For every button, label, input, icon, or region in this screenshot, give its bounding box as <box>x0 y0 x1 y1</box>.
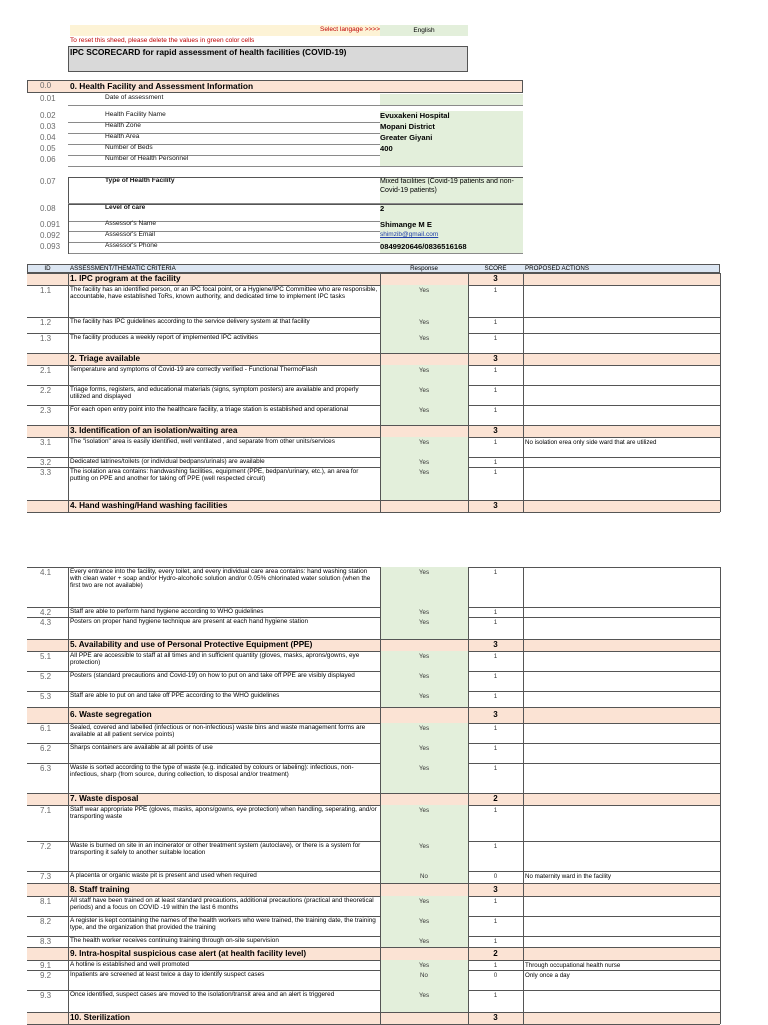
page-title: IPC SCORECARD for rapid assessment of health facilities (COVID-19) <box>70 47 347 57</box>
item-score: 1 <box>493 693 498 700</box>
item-response[interactable]: Yes <box>380 651 468 671</box>
item-score: 1 <box>493 898 498 905</box>
section-score: 3 <box>493 1013 498 1022</box>
item-response[interactable]: Yes <box>380 365 468 385</box>
item-criteria: Sharps containers are available at all points of use <box>70 744 213 751</box>
section-score: 2 <box>493 949 498 958</box>
info-row-label: Assessor's Phone <box>105 242 158 249</box>
header-id: ID <box>44 265 51 272</box>
item-response[interactable]: Yes <box>380 333 468 353</box>
section-score: 3 <box>493 354 498 363</box>
item-id: 7.2 <box>40 842 52 851</box>
item-id: 7.3 <box>40 872 52 881</box>
section-score: 3 <box>493 501 498 510</box>
item-response[interactable]: Yes <box>380 936 468 947</box>
section-score: 3 <box>493 710 498 719</box>
info-row-value[interactable]: Mopani District <box>380 122 523 133</box>
item-score: 1 <box>493 653 498 660</box>
table-column-border <box>68 273 69 512</box>
item-criteria: Once identified, suspect cases are moved to the isolation/transit area and an alert is triggered <box>70 991 335 998</box>
item-response[interactable]: Yes <box>380 805 468 841</box>
item-score: 1 <box>493 335 498 342</box>
item-score: 1 <box>493 619 498 626</box>
item-criteria: Inpatients are screened at least twice a day to identify suspect cases <box>70 971 265 978</box>
info-row-value[interactable]: 400 <box>380 144 523 155</box>
item-response[interactable]: Yes <box>380 437 468 457</box>
item-criteria: Every entrance into the facility, every toilet, and every individual care area contains: hand washing station with clean water + soap and/or Hydro-alcoholic solution and/or 0.05% chlorinated water solution (when the first two are not available) <box>70 568 371 590</box>
info-row-id: 0.01 <box>40 94 56 103</box>
info-row-id: 0.03 <box>40 122 56 131</box>
item-score: 1 <box>493 609 498 616</box>
info-row-value[interactable]: shimzib@gmail.com <box>380 231 523 242</box>
item-score: 0 <box>493 972 498 979</box>
item-score: 1 <box>493 459 498 466</box>
item-id: 3.1 <box>40 438 52 447</box>
item-response[interactable]: Yes <box>380 763 468 793</box>
item-response[interactable]: Yes <box>380 285 468 317</box>
table-column-border <box>468 567 469 1024</box>
info-row-label: Health Area <box>105 133 140 140</box>
info-row-value[interactable] <box>380 155 523 166</box>
item-criteria: For each open entry point into the healthcare facility, a triage station is established and operational <box>70 406 349 413</box>
item-score: 1 <box>493 918 498 925</box>
item-response[interactable]: Yes <box>380 317 468 333</box>
info-row-id: 0.04 <box>40 133 56 142</box>
item-response[interactable]: Yes <box>380 743 468 763</box>
section-title: 7. Waste disposal <box>70 794 139 803</box>
item-id: 9.1 <box>40 961 52 970</box>
item-id: 3.2 <box>40 458 52 467</box>
item-response[interactable]: Yes <box>380 567 468 607</box>
item-id: 4.2 <box>40 608 52 617</box>
header-response: Response <box>410 265 438 272</box>
item-criteria: Temperature and symptoms of Covid-19 are correctly verified - Functional ThermoFlash <box>70 366 318 373</box>
info-row-divider <box>68 105 523 106</box>
table-column-border <box>68 567 69 1024</box>
info-row-divider <box>68 166 523 167</box>
item-id: 2.2 <box>40 386 52 395</box>
item-score: 1 <box>493 962 498 969</box>
language-select[interactable]: English <box>380 25 468 36</box>
item-response[interactable]: Yes <box>380 457 468 467</box>
info-row-value[interactable]: Mixed facilities (Covid-19 patients and non-Covid-19 patients) <box>380 177 523 203</box>
info-row-label: Assessor's Name <box>105 220 157 227</box>
info-row-id: 0.093 <box>40 242 61 251</box>
info-row-label: Level of care <box>105 204 146 211</box>
item-id: 2.3 <box>40 406 52 415</box>
table-column-border <box>523 273 524 512</box>
item-action[interactable]: No maternity ward in the facility <box>525 873 611 880</box>
item-id: 5.1 <box>40 652 52 661</box>
info-row-id: 0.07 <box>40 177 56 186</box>
item-score: 1 <box>493 843 498 850</box>
table-column-border <box>468 273 469 512</box>
section-title: 5. Availability and use of Personal Protective Equipment (PPE) <box>70 640 313 649</box>
info-row-value[interactable]: 0849920646/0836516168 <box>380 242 523 253</box>
item-criteria: Posters on proper hand hygiene technique are present at each hand hygiene station <box>70 618 309 625</box>
info-row-divider <box>68 253 523 254</box>
item-id: 7.1 <box>40 806 52 815</box>
section-title: 3. Identification of an isolation/waiting area <box>70 426 238 435</box>
item-action[interactable]: Through occupational health nurse <box>525 962 621 969</box>
section-title: 8. Staff training <box>70 885 130 894</box>
info-assessor-border <box>68 204 69 254</box>
info-row-id: 0.091 <box>40 220 61 229</box>
header-actions: PROPOSED ACTIONS <box>525 265 589 272</box>
info-row-label: Type of Health Facility <box>105 177 175 184</box>
section-title: 10. Sterilization <box>70 1013 131 1022</box>
info-row-id: 0.05 <box>40 144 56 153</box>
item-criteria: Staff wear appropriate PPE (gloves, masks, apons/gowns, eye protection) when handling, seperating, and/or transporting waste <box>70 806 377 821</box>
item-response[interactable]: Yes <box>380 617 468 639</box>
item-criteria: Staff are able to put on and take off PPE according to the WHO guidelines <box>70 692 280 699</box>
section-score: 3 <box>493 885 498 894</box>
item-id: 1.2 <box>40 318 52 327</box>
item-criteria: Posters (standard precautions and Covid-19) on how to put on and take off PPE are visibly displayed <box>70 672 355 679</box>
item-criteria: The facility has IPC guidelines according to the service delivery system at that facility <box>70 318 310 325</box>
item-response[interactable]: Yes <box>380 467 468 500</box>
info-row-id: 0.08 <box>40 204 56 213</box>
item-score: 1 <box>493 807 498 814</box>
info-row-value[interactable]: Evuxakeni Hospital <box>380 111 523 122</box>
item-criteria: Waste is sorted according to the type of waste (e.g. indicated by colours or labeling): infectious, non-infectious, sharp (from source, during collection, to disposal and/or treatment) <box>70 764 354 779</box>
reset-note: To reset this sheed, please delete the values in green color cells <box>70 37 255 44</box>
item-score: 1 <box>493 407 498 414</box>
item-score: 1 <box>493 745 498 752</box>
item-score: 1 <box>493 287 498 294</box>
table-column-border <box>720 567 721 1024</box>
item-score: 1 <box>493 367 498 374</box>
item-score: 1 <box>493 387 498 394</box>
item-response[interactable]: Yes <box>380 723 468 743</box>
item-criteria: Sealed, covered and labelled (infectious or non-infectious) waste bins and waste management forms are available at all patient service points) <box>70 724 366 739</box>
info-row-label: Assessor's Email <box>105 231 155 238</box>
section-title: 1. IPC program at the facility <box>70 274 181 283</box>
info-level-top <box>68 204 523 205</box>
info-section-title: 0. Health Facility and Assessment Information <box>70 81 254 91</box>
section-score: 3 <box>493 640 498 649</box>
item-criteria: The facility has an identified person, or an IPC focal point, or a Hygiene/IPC Committee who are responsible, accountable, have established ToRs, known authority, and dedicated time to implement IPC tasks <box>70 286 378 301</box>
item-response[interactable]: Yes <box>380 691 468 707</box>
item-action[interactable]: Only once a day <box>525 972 570 979</box>
info-type-border <box>68 177 69 203</box>
info-row-label: Number of Beds <box>105 144 153 151</box>
section-title: 4. Hand washing/Hand washing facilities <box>70 501 228 510</box>
info-row-label: Date of assessment <box>105 94 164 101</box>
item-id: 9.2 <box>40 971 52 980</box>
item-score: 0 <box>493 873 498 880</box>
header-score: SCORE <box>484 265 507 272</box>
item-response[interactable]: Yes <box>380 607 468 617</box>
item-score: 1 <box>493 469 498 476</box>
info-row-id: 0.092 <box>40 231 61 240</box>
item-criteria: A register is kept containing the names of the health workers who were trained, the training date, the training type, and the organization that provided the training <box>70 917 376 932</box>
item-id: 2.1 <box>40 366 52 375</box>
item-response[interactable]: No <box>380 970 468 990</box>
info-row-value[interactable]: Shimange M E <box>380 220 523 231</box>
section-title: 2. Triage available <box>70 354 141 363</box>
select-language-label: Select langage >>>> <box>320 26 380 33</box>
header-criteria: ASSESSMENT/THEMATIC CRITERIA <box>70 265 176 272</box>
item-action[interactable]: No isolation erea only side ward that are utilized <box>525 439 657 446</box>
item-id: 6.1 <box>40 724 52 733</box>
section-score: 3 <box>493 274 498 283</box>
section-score: 2 <box>493 794 498 803</box>
item-score: 1 <box>493 938 498 945</box>
item-response[interactable]: Yes <box>380 990 468 1012</box>
table-column-border <box>380 273 381 512</box>
item-id: 1.3 <box>40 334 52 343</box>
info-row-id: 0.06 <box>40 155 56 164</box>
item-id: 6.3 <box>40 764 52 773</box>
info-row-value[interactable]: 2 <box>380 204 523 221</box>
item-id: 8.3 <box>40 937 52 946</box>
item-score: 1 <box>493 992 498 999</box>
info-row-label: Number of Health Personnel <box>105 155 189 162</box>
item-response[interactable]: Yes <box>380 385 468 405</box>
item-criteria: All staff have been trained on at least standard precautions, additional precautions (practical and theoretical periods) and a focus on COVID -19 within the last 6 months <box>70 897 374 912</box>
item-score: 1 <box>493 765 498 772</box>
item-criteria: The "isolation" area is easily identified, well ventilated , and separate from other units/services <box>70 438 335 445</box>
item-response[interactable]: Yes <box>380 896 468 916</box>
item-criteria: Dedicated latrines/toilets (or individual bedpans/urinals) are available <box>70 458 265 465</box>
item-criteria: Waste is burned on site in an incinerator or other treatment system (autoclave), or there is a system for transporting it safely to another suitable location <box>70 842 361 857</box>
item-score: 1 <box>493 319 498 326</box>
item-id: 8.1 <box>40 897 52 906</box>
item-id: 6.2 <box>40 744 52 753</box>
item-id: 5.2 <box>40 672 52 681</box>
section-score: 3 <box>493 426 498 435</box>
section-row <box>27 883 720 897</box>
info-type-top <box>68 177 523 178</box>
info-row-label: Health Zone <box>105 122 141 129</box>
item-id: 9.3 <box>40 991 52 1000</box>
info-row-label: Health Facility Name <box>105 111 166 118</box>
item-criteria: Staff are able to perform hand hygiene according to WHO guidelines <box>70 608 264 615</box>
item-score: 1 <box>493 569 498 576</box>
item-score: 1 <box>493 673 498 680</box>
item-response[interactable]: No <box>380 871 468 883</box>
item-id: 3.3 <box>40 468 52 477</box>
item-id: 1.1 <box>40 286 52 295</box>
table-column-border <box>380 567 381 1024</box>
item-criteria: A hotline is established and well promoted <box>70 961 190 968</box>
item-id: 4.1 <box>40 568 52 577</box>
item-criteria: Triage forms, registers, and educational materials (signs, symptom posters) are available and properly utilized and displayed <box>70 386 359 401</box>
section-title: 9. Intra-hospital suspicious case alert (at health facility level) <box>70 949 307 958</box>
item-response[interactable]: Yes <box>380 916 468 936</box>
item-id: 5.3 <box>40 692 52 701</box>
table-column-border <box>523 567 524 1024</box>
section-title: 6. Waste segregation <box>70 710 152 719</box>
item-criteria: The facility produces a weekly report of implemented IPC activities <box>70 334 258 341</box>
item-id: 8.2 <box>40 917 52 926</box>
item-score: 1 <box>493 725 498 732</box>
item-criteria: All PPE are accessible to staff at all times and in sufficient quantity (gloves, masks, aprons/gowns, eye protection) <box>70 652 360 667</box>
info-row-id: 0.02 <box>40 111 56 120</box>
table-column-border <box>720 273 721 512</box>
item-criteria: A placenta or organic waste pit is present and used when required <box>70 872 257 879</box>
item-criteria: The health worker receives continuing training through on-site supervision <box>70 937 279 944</box>
item-id: 4.3 <box>40 618 52 627</box>
item-response[interactable]: Yes <box>380 405 468 425</box>
item-criteria: The isolation area contains: handwashing facilities, equipment (PPE, bedpan/urinary, etc.), an area for putting on PPE and another for taking off PPE (well respected circuit) <box>70 468 359 483</box>
item-score: 1 <box>493 439 498 446</box>
item-response[interactable]: Yes <box>380 671 468 691</box>
info-row-value[interactable] <box>380 94 523 105</box>
item-response[interactable]: Yes <box>380 841 468 871</box>
info-row-value[interactable]: Greater Giyani <box>380 133 523 144</box>
info-section-id: 0.0 <box>40 81 52 90</box>
table-bottom-border <box>27 512 720 513</box>
item-response[interactable]: Yes <box>380 960 468 970</box>
